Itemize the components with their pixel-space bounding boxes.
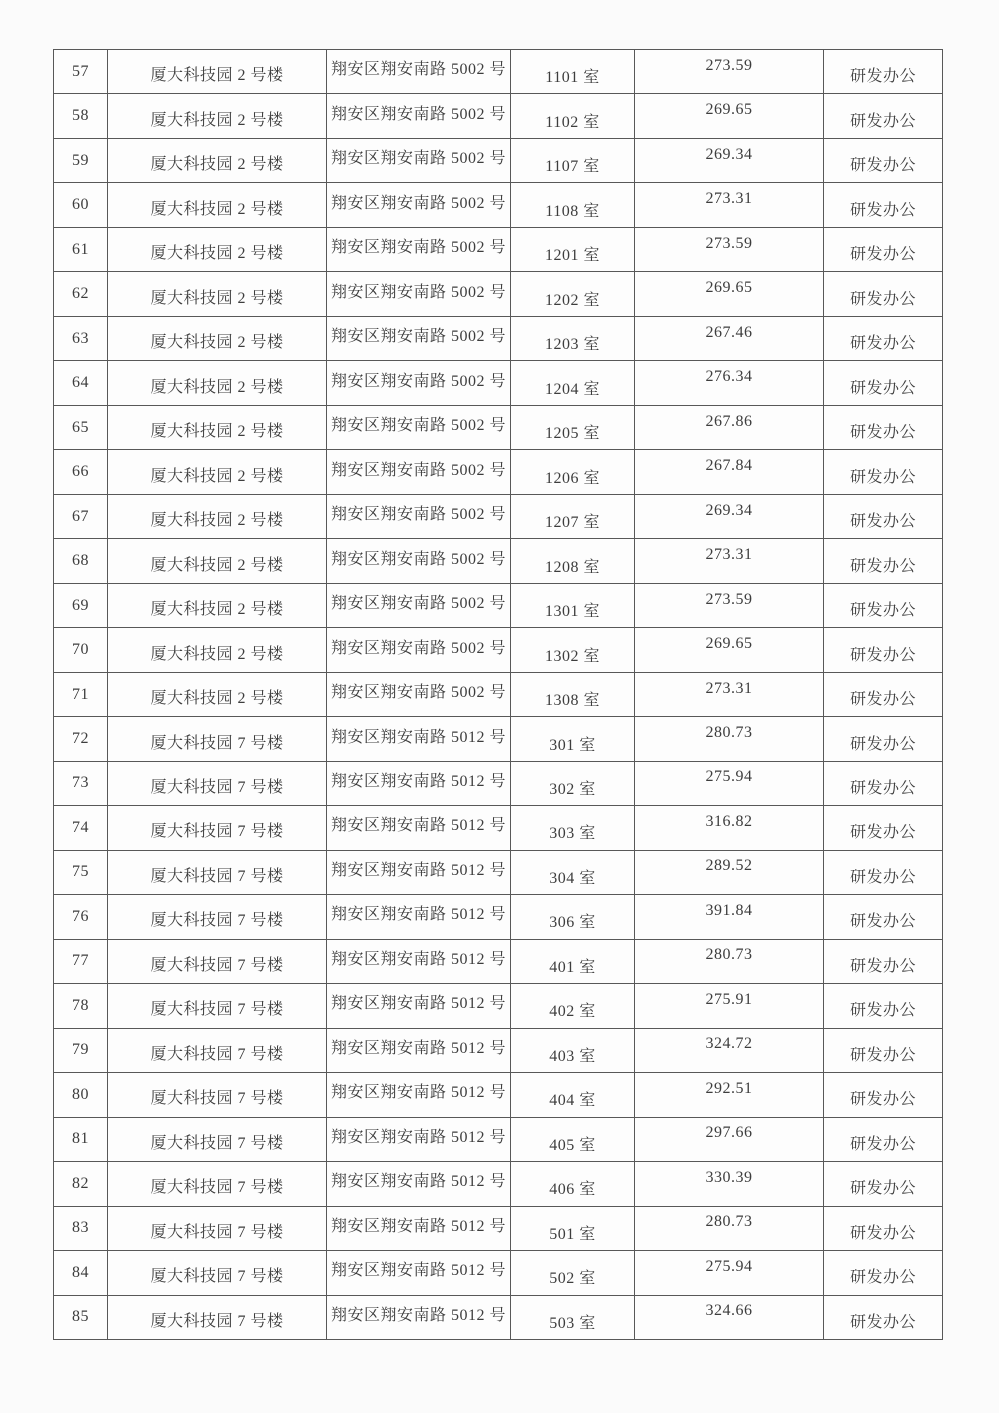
table-row <box>54 762 942 806</box>
usage-cell: 研发办公 <box>849 868 916 886</box>
row-number-cell: 80 <box>54 1073 108 1116</box>
building-cell: 厦大科技园 2 号楼 <box>108 272 327 315</box>
address-cell: 翔安区翔安南路 5002 号 <box>327 495 511 538</box>
usage-cell: 研发办公 <box>849 1269 916 1287</box>
room-cell: 304 室 <box>511 851 635 894</box>
usage-cell: 研发办公 <box>849 201 916 219</box>
room-cell: 401 室 <box>511 940 635 983</box>
row-number-cell: 66 <box>54 450 108 493</box>
table-row <box>54 1029 942 1073</box>
row-number-cell: 68 <box>54 539 108 582</box>
area-cell: 275.94 <box>635 1251 824 1294</box>
table-row <box>54 1118 942 1162</box>
row-number-cell: 74 <box>54 806 108 849</box>
area-cell: 297.66 <box>635 1118 824 1161</box>
table-row <box>54 984 942 1028</box>
address-cell: 翔安区翔安南路 5012 号 <box>327 717 511 760</box>
usage-cell: 研发办公 <box>849 1224 916 1242</box>
row-number-cell: 69 <box>54 584 108 627</box>
building-cell: 厦大科技园 2 号楼 <box>108 406 327 449</box>
address-cell: 翔安区翔安南路 5012 号 <box>327 762 511 805</box>
table-row <box>54 139 942 183</box>
address-cell: 翔安区翔安南路 5002 号 <box>327 450 511 493</box>
building-cell: 厦大科技园 2 号楼 <box>108 183 327 226</box>
table-row <box>54 806 942 850</box>
address-cell: 翔安区翔安南路 5012 号 <box>327 984 511 1027</box>
table-row <box>54 1073 942 1117</box>
usage-cell: 研发办公 <box>849 424 916 442</box>
usage-cell: 研发办公 <box>849 1313 916 1331</box>
address-cell: 翔安区翔安南路 5012 号 <box>327 851 511 894</box>
table-row <box>54 183 942 227</box>
area-cell: 276.34 <box>635 361 824 404</box>
address-cell: 翔安区翔安南路 5012 号 <box>327 1296 511 1339</box>
building-cell: 厦大科技园 7 号楼 <box>108 940 327 983</box>
building-cell: 厦大科技园 7 号楼 <box>108 1162 327 1205</box>
area-cell: 316.82 <box>635 806 824 849</box>
row-number-cell: 82 <box>54 1162 108 1205</box>
room-cell: 302 室 <box>511 762 635 805</box>
room-cell: 1203 室 <box>511 317 635 360</box>
building-cell: 厦大科技园 2 号楼 <box>108 50 327 93</box>
building-cell: 厦大科技园 2 号楼 <box>108 139 327 182</box>
building-cell: 厦大科技园 2 号楼 <box>108 673 327 716</box>
building-cell: 厦大科技园 2 号楼 <box>108 628 327 671</box>
room-cell: 1207 室 <box>511 495 635 538</box>
building-cell: 厦大科技园 7 号楼 <box>108 1296 327 1339</box>
area-cell: 391.84 <box>635 895 824 938</box>
row-number-cell: 79 <box>54 1029 108 1072</box>
table-row <box>54 717 942 761</box>
address-cell: 翔安区翔安南路 5002 号 <box>327 584 511 627</box>
area-cell: 292.51 <box>635 1073 824 1116</box>
area-cell: 273.59 <box>635 50 824 93</box>
usage-cell: 研发办公 <box>849 468 916 486</box>
table-row <box>54 272 942 316</box>
usage-cell: 研发办公 <box>849 735 916 753</box>
area-cell: 273.59 <box>635 584 824 627</box>
address-cell: 翔安区翔安南路 5012 号 <box>327 895 511 938</box>
room-cell: 1206 室 <box>511 450 635 493</box>
room-cell: 1202 室 <box>511 272 635 315</box>
row-number-cell: 67 <box>54 495 108 538</box>
area-cell: 269.65 <box>635 272 824 315</box>
row-number-cell: 81 <box>54 1118 108 1161</box>
area-cell: 267.86 <box>635 406 824 449</box>
row-number-cell: 65 <box>54 406 108 449</box>
address-cell: 翔安区翔安南路 5002 号 <box>327 317 511 360</box>
usage-cell: 研发办公 <box>849 335 916 353</box>
area-cell: 269.34 <box>635 139 824 182</box>
address-cell: 翔安区翔安南路 5012 号 <box>327 1207 511 1250</box>
building-cell: 厦大科技园 2 号楼 <box>108 94 327 137</box>
usage-cell: 研发办公 <box>849 1180 916 1198</box>
usage-cell: 研发办公 <box>849 112 916 130</box>
usage-cell: 研发办公 <box>849 290 916 308</box>
address-cell: 翔安区翔安南路 5002 号 <box>327 228 511 271</box>
room-cell: 301 室 <box>511 717 635 760</box>
room-cell: 1204 室 <box>511 361 635 404</box>
row-number-cell: 61 <box>54 228 108 271</box>
table-row <box>54 851 942 895</box>
usage-cell: 研发办公 <box>849 1002 916 1020</box>
row-number-cell: 64 <box>54 361 108 404</box>
address-cell: 翔安区翔安南路 5012 号 <box>327 940 511 983</box>
table-row <box>54 539 942 583</box>
room-cell: 1108 室 <box>511 183 635 226</box>
row-number-cell: 60 <box>54 183 108 226</box>
usage-cell: 研发办公 <box>849 1135 916 1153</box>
row-number-cell: 71 <box>54 673 108 716</box>
building-cell: 厦大科技园 7 号楼 <box>108 1251 327 1294</box>
table-row <box>54 1207 942 1251</box>
usage-cell: 研发办公 <box>849 779 916 797</box>
row-number-cell: 84 <box>54 1251 108 1294</box>
area-cell: 330.39 <box>635 1162 824 1205</box>
usage-cell: 研发办公 <box>849 68 916 86</box>
row-number-cell: 83 <box>54 1207 108 1250</box>
area-cell: 324.66 <box>635 1296 824 1339</box>
room-cell: 303 室 <box>511 806 635 849</box>
room-cell: 1208 室 <box>511 539 635 582</box>
table-row <box>54 406 942 450</box>
usage-cell: 研发办公 <box>849 513 916 531</box>
usage-cell: 研发办公 <box>849 691 916 709</box>
building-cell: 厦大科技园 2 号楼 <box>108 228 327 271</box>
building-cell: 厦大科技园 7 号楼 <box>108 1029 327 1072</box>
table-row <box>54 1162 942 1206</box>
row-number-cell: 75 <box>54 851 108 894</box>
table-row <box>54 50 942 94</box>
table-row <box>54 450 942 494</box>
row-number-cell: 63 <box>54 317 108 360</box>
table-row <box>54 317 942 361</box>
address-cell: 翔安区翔安南路 5002 号 <box>327 539 511 582</box>
room-cell: 502 室 <box>511 1251 635 1294</box>
area-cell: 289.52 <box>635 851 824 894</box>
area-cell: 269.65 <box>635 94 824 137</box>
row-number-cell: 57 <box>54 50 108 93</box>
room-cell: 1301 室 <box>511 584 635 627</box>
building-cell: 厦大科技园 2 号楼 <box>108 495 327 538</box>
room-cell: 403 室 <box>511 1029 635 1072</box>
building-cell: 厦大科技园 7 号楼 <box>108 984 327 1027</box>
area-cell: 324.72 <box>635 1029 824 1072</box>
row-number-cell: 85 <box>54 1296 108 1339</box>
units-table <box>53 49 943 1340</box>
address-cell: 翔安区翔安南路 5002 号 <box>327 50 511 93</box>
row-number-cell: 62 <box>54 272 108 315</box>
area-cell: 275.94 <box>635 762 824 805</box>
building-cell: 厦大科技园 2 号楼 <box>108 539 327 582</box>
room-cell: 402 室 <box>511 984 635 1027</box>
room-cell: 306 室 <box>511 895 635 938</box>
table-row <box>54 584 942 628</box>
room-cell: 1308 室 <box>511 673 635 716</box>
room-cell: 404 室 <box>511 1073 635 1116</box>
address-cell: 翔安区翔安南路 5002 号 <box>327 673 511 716</box>
room-cell: 1302 室 <box>511 628 635 671</box>
row-number-cell: 58 <box>54 94 108 137</box>
building-cell: 厦大科技园 7 号楼 <box>108 806 327 849</box>
usage-cell: 研发办公 <box>849 157 916 175</box>
address-cell: 翔安区翔安南路 5002 号 <box>327 628 511 671</box>
room-cell: 406 室 <box>511 1162 635 1205</box>
area-cell: 275.91 <box>635 984 824 1027</box>
building-cell: 厦大科技园 2 号楼 <box>108 317 327 360</box>
row-number-cell: 76 <box>54 895 108 938</box>
usage-cell: 研发办公 <box>849 957 916 975</box>
table-row <box>54 228 942 272</box>
usage-cell: 研发办公 <box>849 246 916 264</box>
area-cell: 269.34 <box>635 495 824 538</box>
building-cell: 厦大科技园 7 号楼 <box>108 762 327 805</box>
table-row <box>54 1296 942 1339</box>
table-row <box>54 1251 942 1295</box>
address-cell: 翔安区翔安南路 5012 号 <box>327 1162 511 1205</box>
room-cell: 1101 室 <box>511 50 635 93</box>
area-cell: 269.65 <box>635 628 824 671</box>
table-row <box>54 495 942 539</box>
building-cell: 厦大科技园 7 号楼 <box>108 1207 327 1250</box>
address-cell: 翔安区翔安南路 5002 号 <box>327 183 511 226</box>
room-cell: 503 室 <box>511 1296 635 1339</box>
room-cell: 1102 室 <box>511 94 635 137</box>
usage-cell: 研发办公 <box>849 602 916 620</box>
address-cell: 翔安区翔安南路 5002 号 <box>327 94 511 137</box>
usage-cell: 研发办公 <box>849 379 916 397</box>
usage-cell: 研发办公 <box>849 913 916 931</box>
area-cell: 273.59 <box>635 228 824 271</box>
room-cell: 1107 室 <box>511 139 635 182</box>
row-number-cell: 59 <box>54 139 108 182</box>
building-cell: 厦大科技园 7 号楼 <box>108 1118 327 1161</box>
building-cell: 厦大科技园 7 号楼 <box>108 717 327 760</box>
table-row <box>54 895 942 939</box>
usage-cell: 研发办公 <box>849 557 916 575</box>
building-cell: 厦大科技园 7 号楼 <box>108 895 327 938</box>
area-cell: 267.46 <box>635 317 824 360</box>
table-row <box>54 940 942 984</box>
building-cell: 厦大科技园 2 号楼 <box>108 584 327 627</box>
room-cell: 1205 室 <box>511 406 635 449</box>
room-cell: 405 室 <box>511 1118 635 1161</box>
address-cell: 翔安区翔安南路 5002 号 <box>327 139 511 182</box>
room-cell: 1201 室 <box>511 228 635 271</box>
area-cell: 273.31 <box>635 183 824 226</box>
address-cell: 翔安区翔安南路 5012 号 <box>327 1029 511 1072</box>
row-number-cell: 78 <box>54 984 108 1027</box>
address-cell: 翔安区翔安南路 5012 号 <box>327 1251 511 1294</box>
address-cell: 翔安区翔安南路 5002 号 <box>327 406 511 449</box>
building-cell: 厦大科技园 7 号楼 <box>108 1073 327 1116</box>
usage-cell: 研发办公 <box>849 824 916 842</box>
table-row <box>54 94 942 138</box>
row-number-cell: 70 <box>54 628 108 671</box>
row-number-cell: 72 <box>54 717 108 760</box>
row-number-cell: 73 <box>54 762 108 805</box>
area-cell: 280.73 <box>635 1207 824 1250</box>
address-cell: 翔安区翔安南路 5012 号 <box>327 806 511 849</box>
area-cell: 280.73 <box>635 717 824 760</box>
row-number-cell: 77 <box>54 940 108 983</box>
area-cell: 273.31 <box>635 673 824 716</box>
usage-cell: 研发办公 <box>849 1046 916 1064</box>
building-cell: 厦大科技园 2 号楼 <box>108 361 327 404</box>
address-cell: 翔安区翔安南路 5002 号 <box>327 272 511 315</box>
address-cell: 翔安区翔安南路 5012 号 <box>327 1118 511 1161</box>
building-cell: 厦大科技园 2 号楼 <box>108 450 327 493</box>
address-cell: 翔安区翔安南路 5002 号 <box>327 361 511 404</box>
table-row <box>54 673 942 717</box>
usage-cell: 研发办公 <box>849 646 916 664</box>
table-row <box>54 628 942 672</box>
area-cell: 267.84 <box>635 450 824 493</box>
area-cell: 273.31 <box>635 539 824 582</box>
address-cell: 翔安区翔安南路 5012 号 <box>327 1073 511 1116</box>
table-row <box>54 361 942 405</box>
building-cell: 厦大科技园 7 号楼 <box>108 851 327 894</box>
area-cell: 280.73 <box>635 940 824 983</box>
usage-cell: 研发办公 <box>849 1091 916 1109</box>
room-cell: 501 室 <box>511 1207 635 1250</box>
